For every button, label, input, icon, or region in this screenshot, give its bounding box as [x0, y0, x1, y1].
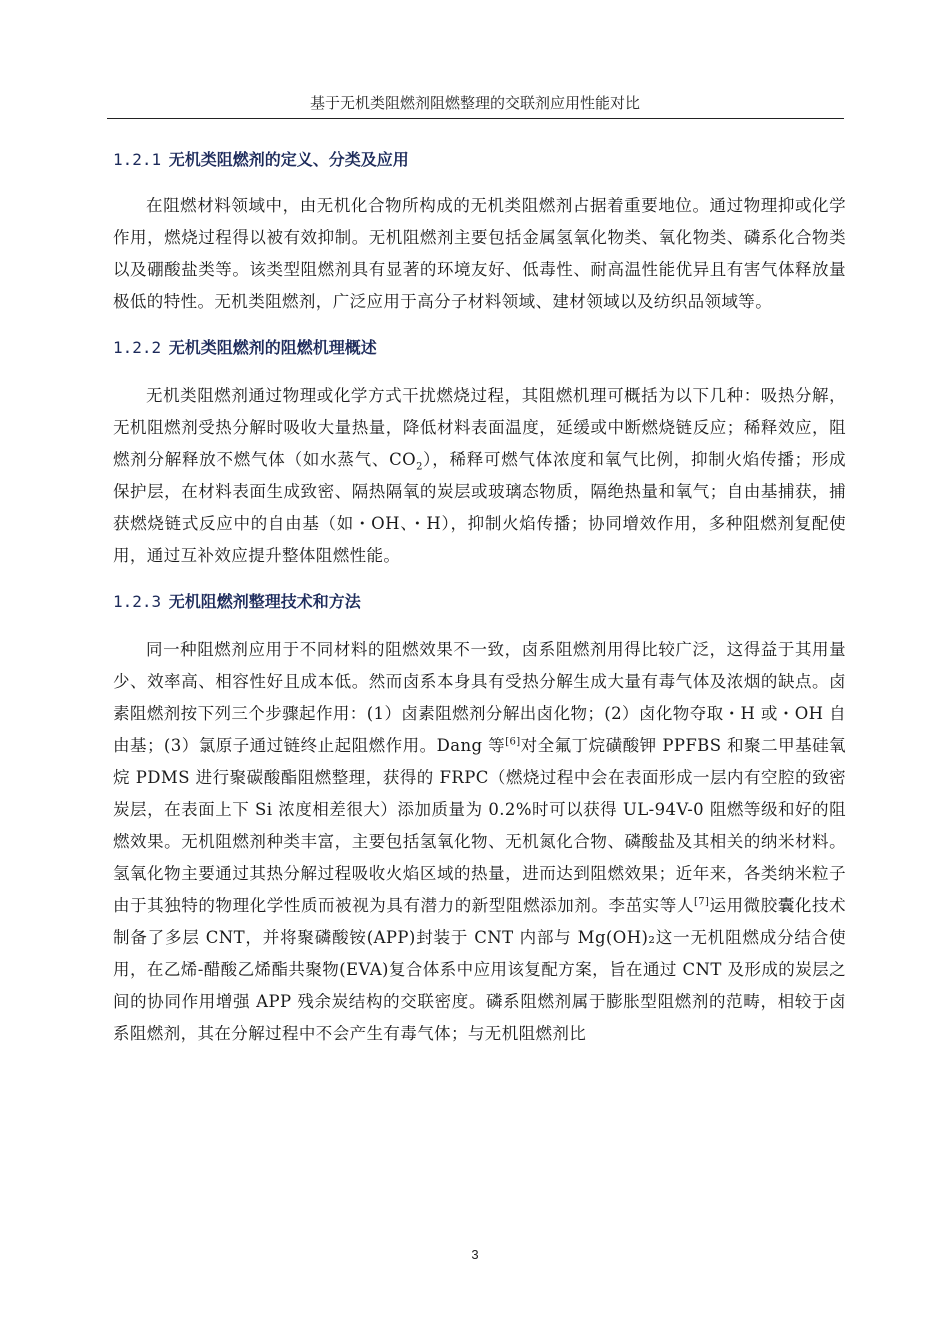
page-body: [113, 144, 846, 1050]
page-number: 3: [471, 1247, 479, 1262]
header-rule: [107, 118, 844, 119]
section-heading-1-2-1: [113, 144, 846, 176]
paragraph-definition: 在阻燃材料领域中，由无机化合物所构成的无机类阻燃剂占据着重要地位。通过物理抑或化学作用，燃烧过程得以被有效抑制。无机阻燃剂主要包括金属氢氧化物类、氧化物类、磷系化合物类以及硼酸盐类等。该类型阻燃剂具有显著的环境友好、低毒性、耐高温性能优异且有害气体释放量极低的特性。无机类阻燃剂，广泛应用于高分子材料领域、建材领域以及纺织品领域等。: [113, 196, 846, 311]
section-title: 无机类阻燃剂的定义、分类及应用: [168, 150, 409, 169]
paragraph-technology: [113, 634, 846, 1050]
text-run: 对全氟丁烷磺酸钾 PPFBS 和聚二甲基硅氧烷 PDMS 进行聚碳酸酯阻燃整理，获得的 FRPC（燃烧过程中会在表面形成一层内有空腔的致密炭层，在表面上下 Si 浓度相差很大）添加质量为 0.2%时可以获得 UL-94V-0 阻燃等级和好的阻燃效果。无机阻燃剂种类丰富，主要包括氢氧化物、无机氮化合物、磷酸盐及其相关的纳米材料。氢氧化物主要通过其热分解过程吸收火焰区域的热量，进而达到阻燃效果；近年来，各类纳米粒子由于其独特的物理化学性质而被视为具有潜力的新型阻燃添加剂。李茁实等人: [113, 736, 846, 915]
section-title: 无机类阻燃剂的阻燃机理概述: [168, 338, 377, 357]
citation-ref: [7]: [693, 896, 710, 908]
text-run: 无机类阻燃剂通过物理或化学方式干扰燃烧过程，其阻燃机理可概括为以下几种：吸热分解，无机阻燃剂受热分解时吸收大量热量，降低材料表面温度，延缓或中断燃烧链反应；稀释效应，阻燃剂分解释放不燃气体（如水蒸气、CO: [113, 386, 846, 469]
section-heading-1-2-3: [113, 586, 846, 618]
section-number: 1.2.2: [113, 338, 162, 357]
subscript: 2: [416, 461, 423, 473]
text-run: ），稀释可燃气体浓度和氧气比例，抑制火焰传播；形成保护层，在材料表面生成致密、隔热隔氧的炭层或玻璃态物质，隔绝热量和氧气；自由基捕获，捕获燃烧链式反应中的自由基（如・OH、・H），抑制火焰传播；协同增效作用，多种阻燃剂复配使用，通过互补效应提升整体阻燃性能。: [113, 450, 846, 565]
text-run: 运用微胶囊化技术制备了多层 CNT，并将聚磷酸铵(APP)封装于 CNT 内部与 Mg(OH)₂这一无机阻燃成分结合使用，在乙烯-醋酸乙烯酯共聚物(EVA)复合体系中应用该复配方案，旨在通过 CNT 及形成的炭层之间的协同作用增强 APP 残余炭结构的交联密度。磷系阻燃剂属于膨胀型阻燃剂的范畴，相较于卤系阻燃剂，其在分解过程中不会产生有毒气体；与无机阻燃剂比: [113, 896, 847, 1043]
section-number: 1.2.1: [113, 150, 162, 169]
section-title: 无机阻燃剂整理技术和方法: [168, 592, 361, 611]
section-heading-1-2-2: [113, 332, 846, 364]
running-header: 基于无机类阻燃剂阻燃整理的交联剂应用性能对比: [309, 94, 640, 112]
citation-ref: [6]: [505, 736, 521, 748]
text-run: 同一种阻燃剂应用于不同材料的阻燃效果不一致，卤系阻燃剂用得比较广泛，这得益于其用量少、效率高、相容性好且成本低。然而卤系本身具有受热分解生成大量有毒气体及浓烟的缺点。卤素阻燃剂按下列三个步骤起作用：(1）卤素阻燃剂分解出卤化物；(2）卤化物夺取・H 或・OH 自由基；(3）氯原子通过链终止起阻燃作用。Dang 等: [113, 640, 846, 755]
paragraph-mechanism: [113, 380, 846, 572]
section-number: 1.2.3: [113, 592, 162, 611]
